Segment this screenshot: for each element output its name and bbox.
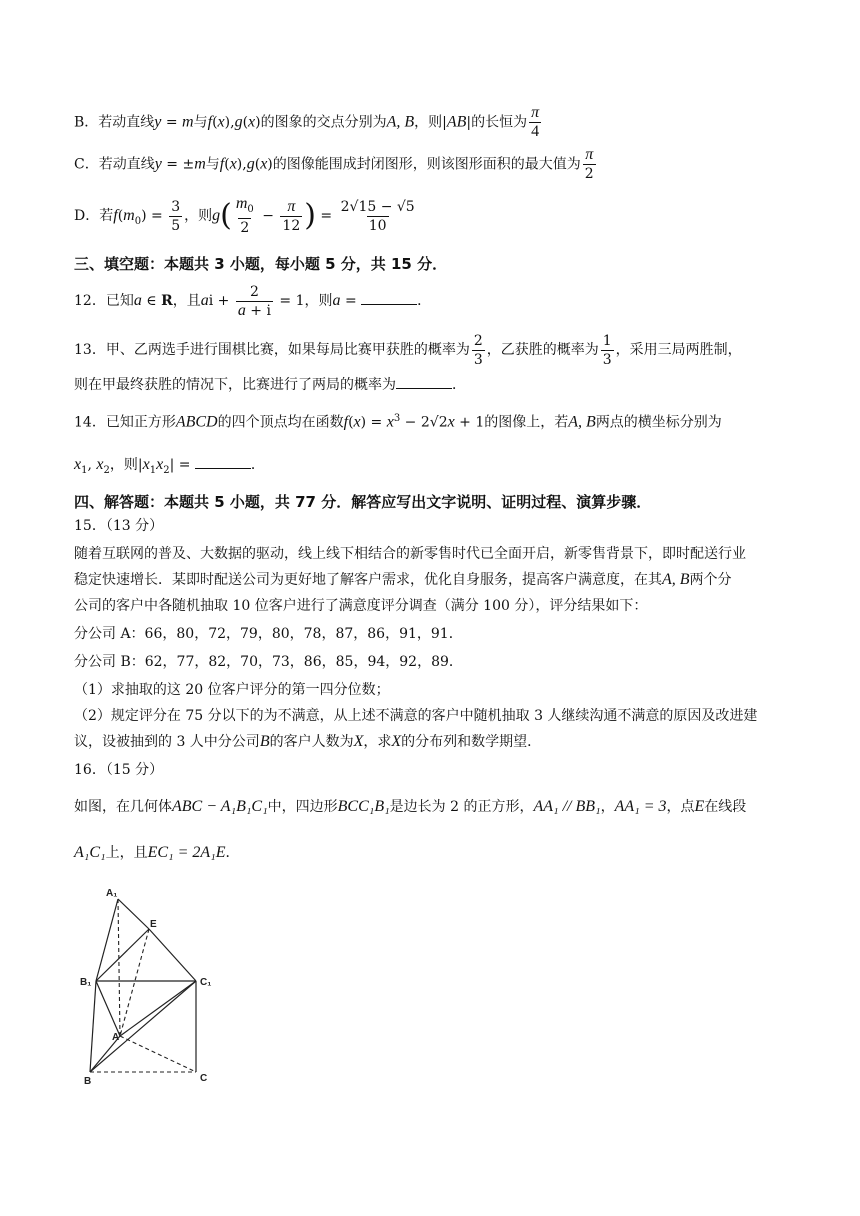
q15-head: 15．（13 分） [74, 518, 164, 534]
fraction-2-3 [472, 332, 485, 369]
option-c-tail: 的图像能围成封闭图形，则该图形面积的最大值为 [272, 156, 581, 173]
minus: − [257, 208, 279, 224]
hidden-edge-a-c [120, 1036, 196, 1072]
q13-text-a: 13．甲、乙两选手进行围棋比赛，如果每局比赛甲获胜的概率为 [74, 342, 470, 358]
text-then: ，则 [109, 457, 138, 473]
question-14-line-2 [74, 452, 265, 478]
equals: = [161, 114, 183, 131]
paren: ( [212, 114, 218, 131]
q16-text-f: 在线段 [704, 799, 747, 815]
subscript: 0 [247, 203, 254, 215]
paren: ( [348, 414, 354, 431]
q16-line-1 [74, 794, 746, 820]
text-then: ，则 [184, 208, 213, 224]
equals: = [315, 208, 337, 224]
q13-text-line2: 则在甲最终获胜的情况下，比赛进行了两局的概率为 [74, 377, 396, 393]
q15-scores-b: 分公司 B：62，77，82，70，73，86，85，94，92，89． [74, 654, 463, 670]
big-paren: ) [304, 198, 316, 233]
text-and: ，且 [172, 293, 201, 309]
solid-name: ABC − A₁B₁C₁ [172, 798, 268, 815]
var-m: m [182, 113, 194, 131]
var-x2: x [96, 456, 104, 473]
fraction-3-5 [169, 198, 182, 235]
equals: = [340, 293, 362, 309]
q15-para-2b: 两个分 [689, 572, 732, 588]
q15-sub-2-line-2 [74, 732, 541, 752]
answer-blank[interactable] [361, 290, 417, 305]
plus: + [213, 293, 234, 309]
option-d-lead: D．若 [74, 208, 114, 224]
label-c: C [200, 1073, 208, 1084]
label-b1: B₁ [80, 977, 92, 988]
point-e: E [694, 798, 705, 815]
paren: ) [255, 114, 261, 131]
exponent: 3 [393, 413, 401, 424]
hidden-edge-e-a [120, 929, 149, 1036]
coefficient: − 2√2 [400, 414, 448, 431]
label-c1: C₁ [200, 977, 212, 988]
option-b-tail: 的长恒为 [471, 114, 528, 131]
q14-text-b: 的四个顶点均在函数 [217, 414, 344, 431]
q14-text-c: 的图像上，若 [484, 414, 569, 431]
equals: = [366, 414, 387, 431]
q15-sub-2-text-a: 议，设被抽到的 3 人中分公司 [74, 734, 260, 750]
denominator: 2 [240, 220, 250, 237]
q15-scores-a: 分公司 A：66，80，72，79，80，78，87，86，91，91． [74, 626, 463, 642]
abs-bar: | [466, 114, 472, 131]
paren: ) [141, 208, 147, 224]
segment-a1c1: A₁C₁ [74, 844, 106, 861]
denominator: 5 [171, 217, 181, 234]
edge-b1-e [96, 929, 149, 981]
paren: ( [254, 156, 261, 173]
var-y: y [154, 155, 162, 173]
denominator-a: a [237, 301, 246, 319]
fraction-pi-4 [529, 104, 541, 141]
ratio-relation: EC₁ = 2A₁E [147, 844, 226, 861]
edge-a-c1 [120, 981, 196, 1036]
func-f: f [207, 113, 213, 131]
numerator: 2 [249, 283, 259, 300]
paren: ), [224, 114, 235, 131]
option-d [74, 192, 419, 240]
comma: ， [600, 799, 615, 815]
answer-blank[interactable] [195, 454, 251, 469]
var-x: x [260, 155, 268, 173]
paren: ( [224, 156, 230, 173]
edge-e-c1 [149, 929, 196, 981]
numerator: 2 [473, 332, 483, 349]
numerator: π [287, 197, 296, 215]
imaginary-i: i [208, 293, 214, 309]
q14-text-a: 14．已知正方形 [74, 414, 176, 431]
q13-text-b: ，乙获胜的概率为 [486, 342, 599, 358]
var-x: x [217, 113, 225, 131]
q15-para-line-2 [74, 570, 732, 590]
segment-ab: AB [446, 113, 467, 131]
denominator: 4 [531, 123, 540, 140]
paren: ) [360, 414, 367, 431]
paren: ), [236, 156, 247, 173]
label-a1: A₁ [106, 888, 118, 899]
denominator: 3 [602, 351, 612, 368]
denominator: 3 [473, 351, 483, 368]
var-x: x [353, 413, 361, 431]
period: ． [225, 845, 240, 861]
text-then: ，则 [414, 114, 443, 131]
subscript: 2 [163, 464, 170, 476]
q15-para-line-3: 公司的客户中各随机抽取 10 位客户进行了满意度评分调查（满分 100 分），评分结果如下： [74, 598, 648, 614]
var-x1: x [142, 456, 150, 473]
var-m: m [194, 155, 206, 173]
question-12 [74, 278, 431, 324]
var-x: x [386, 413, 394, 431]
quad-name: BCC₁B₁ [337, 798, 390, 815]
length-relation: AA₁ = 3 [614, 798, 667, 815]
text-with: 与 [193, 114, 208, 131]
var-x: x [248, 113, 256, 131]
subscript: 1 [149, 464, 157, 476]
q14-text-d: 两点的横坐标分别为 [595, 414, 722, 431]
var-x-random: X [391, 733, 402, 750]
var-a: a [133, 292, 142, 309]
fraction-2-a-plus-i [236, 283, 273, 320]
points-ab: A, B [662, 571, 690, 588]
period: ． [417, 293, 432, 309]
q15-para-line-1: 随着互联网的普及、大数据的驱动，线上线下相结合的新零售时代已全面开启，新零售背景下，即时配送行业 [74, 546, 746, 562]
reals-symbol: R [161, 293, 173, 309]
question-13-line-1 [74, 330, 742, 370]
paren: ( [117, 208, 124, 224]
q16-text-g: 上，且 [105, 845, 148, 861]
big-paren: ( [220, 198, 232, 233]
fraction-m0-2 [234, 195, 256, 238]
label-b: B [84, 1076, 92, 1087]
fraction-1-3 [601, 332, 614, 369]
question-13-line-2 [74, 374, 466, 395]
section-3-heading: 三、填空题：本题共 3 小题，每小题 5 分，共 15 分． [74, 255, 448, 273]
fraction-sqrt [339, 198, 417, 235]
label-e: E [150, 919, 157, 930]
equals: = [174, 457, 195, 473]
func-g: g [234, 113, 243, 131]
fraction-pi-2 [583, 146, 596, 183]
q16-text-b: 中，四边形 [267, 799, 338, 815]
var-x1: x [74, 456, 82, 473]
numerator: π [585, 146, 594, 163]
q16-line-2 [74, 840, 240, 866]
var-a: a [200, 292, 209, 309]
option-c [74, 146, 598, 182]
parallel-relation: AA₁ // BB₁ [533, 798, 601, 815]
text-then: ，则 [304, 293, 333, 309]
edge-b1-b [90, 981, 96, 1072]
option-b-mid: 的图象的交点分别为 [260, 114, 387, 131]
abs-bar: | [442, 114, 447, 131]
numerator: m [235, 194, 248, 212]
edge-a1-e [118, 899, 149, 929]
constant: + 1 [454, 414, 485, 431]
func-g: g [212, 207, 221, 224]
var-m0: m [123, 207, 135, 224]
subscript: 2 [103, 464, 110, 476]
q15-sub-2-text-d: 的分布列和数学期望． [401, 734, 542, 750]
q15-para-2a: 稳定快速增长．某即时配送公司为更好地了解客户需求，优化自身服务，提高客户满意度，在其 [74, 572, 662, 588]
q15-sub-2-text-b: 的客户人数为 [269, 734, 354, 750]
q15-sub-1: （1）求抽取的这 20 位客户评分的第一四分位数； [74, 682, 390, 698]
q16-text-a: 如图，在几何体 [74, 799, 172, 815]
period: ． [250, 457, 265, 473]
func-f: f [343, 413, 349, 431]
points-ab: A, B [386, 113, 415, 131]
denominator-rest: + i [245, 302, 271, 319]
var-b: B [259, 733, 270, 750]
denominator: 2 [584, 166, 594, 182]
numerator: 2√15 − √5 [340, 198, 415, 215]
var-x: x [447, 413, 455, 431]
equals-pm: = ± [161, 156, 195, 173]
option-b [74, 104, 543, 140]
denominator: 10 [368, 217, 387, 234]
q13-text-c: ，采用三局两胜制， [615, 342, 742, 358]
edge-a1-b1 [96, 899, 118, 981]
paren: ( [242, 114, 249, 131]
edge-b-c1 [90, 981, 196, 1072]
numerator: π [531, 104, 540, 121]
option-c-lead: C．若动直线 [74, 156, 155, 173]
func-g: g [246, 155, 255, 173]
func-f: f [219, 155, 225, 173]
subscript: 0 [134, 215, 142, 227]
text-with: 与 [205, 156, 220, 173]
comma: , [87, 457, 97, 473]
numerator: 3 [171, 198, 181, 215]
answer-blank[interactable] [396, 374, 452, 389]
equals-one: = 1 [274, 293, 305, 309]
fraction-pi-12 [280, 198, 302, 235]
in-symbol: ∈ [141, 293, 162, 309]
option-b-lead: B．若动直线 [74, 114, 155, 131]
equals: = [146, 208, 168, 224]
question-14-line-1 [74, 406, 722, 432]
section-4-heading: 四、解答题：本题共 5 小题，共 77 分．解答应写出文字说明、证明过程、演算步骤． [74, 493, 652, 511]
denominator: 12 [282, 217, 301, 234]
func-f: f [113, 207, 118, 224]
subscript: 1 [81, 464, 88, 476]
period: ． [452, 377, 466, 393]
q16-text-c: 是边长为 2 的正方形， [389, 799, 534, 815]
q15-sub-2-text-c: ，求 [363, 734, 392, 750]
geometry-figure [76, 884, 226, 1089]
q16-text-e: ，点 [666, 799, 695, 815]
label-a: A [112, 1032, 120, 1043]
q12-lead: 12．已知 [74, 293, 134, 309]
numerator: 1 [602, 332, 612, 349]
abs-bar: | [137, 457, 143, 473]
var-x2: x [156, 456, 164, 473]
var-x-random: X [353, 733, 364, 750]
q15-sub-2-line-1: （2）规定评分在 75 分以下的为不满意，从上述不满意的客户中随机抽取 3 人继续沟通不满意的原因及改进建 [74, 708, 758, 724]
var-a: a [332, 292, 341, 309]
points-ab: A, B [568, 413, 596, 431]
square-abcd: ABCD [175, 413, 218, 431]
q16-head: 16．（15 分） [74, 762, 164, 778]
edge-b1-a [96, 981, 120, 1036]
var-y: y [154, 113, 162, 131]
hidden-edge-a1-a [118, 899, 120, 1036]
paren: ) [267, 156, 273, 173]
abs-bar: | [169, 457, 175, 473]
var-x: x [229, 155, 237, 173]
